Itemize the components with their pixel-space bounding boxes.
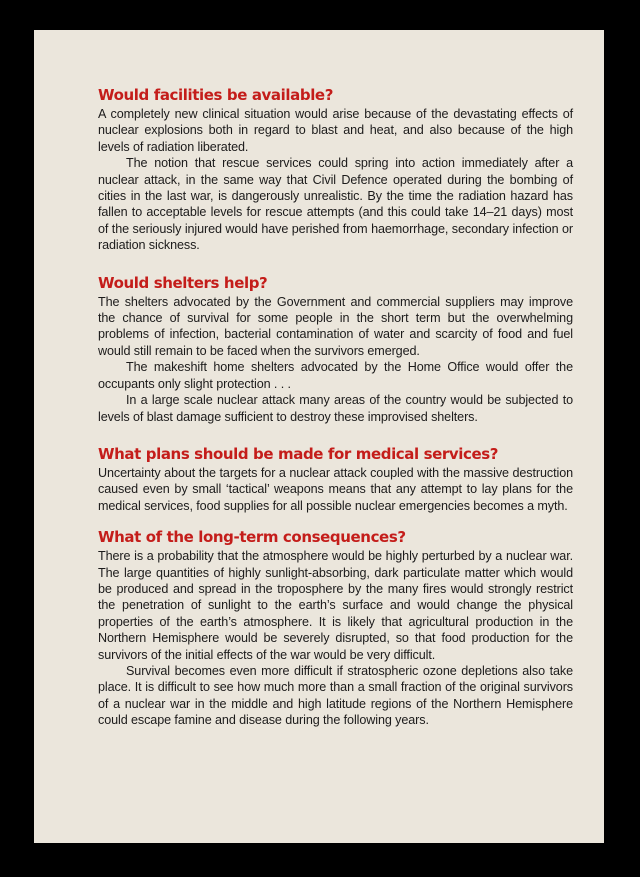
section-gap <box>98 425 573 445</box>
paragraph: The notion that rescue services could spring into action immediately after a nuclear attack, in the same way that Civil Defence operated during the bombing of cities in the last war, is dangerously unrealistic. By the time the radiation hazard has fallen to acceptable levels for rescue attempts (and this could take 14–21 days) most of the seriously injured would have perished from haemorrhage, secondary infection or radiation sickness. <box>98 156 573 253</box>
section-shelters <box>98 274 573 425</box>
section-gap <box>98 254 573 274</box>
section-medical-services <box>98 445 573 514</box>
section-heading: Would facilities be available? <box>98 86 334 104</box>
document-page <box>34 30 604 843</box>
paragraph: The shelters advocated by the Government and commercial suppliers may improve the chance of survival for some people in the short term but the overwhelming problems of infection, bacterial contamination of water and scarcity of food and fuel would still remain to be faced when the survivors emerged. <box>98 294 573 358</box>
paragraph: There is a probability that the atmosphere would be highly perturbed by a nuclear war. The large quantities of highly sunlight-absorbing, dark particulate matter which would be produced and spread in the troposphere by the many fires would strongly restrict the penetration of sunlight to the earth’s surface and would change the physical properties of the earth’s atmosphere. It is likely that agricultural production in the Northern Hemisphere would be severely disrupted, so that food production for the survivors of the initial effects of the war would be very difficult. <box>98 549 573 662</box>
paragraph: Survival becomes even more difficult if stratospheric ozone depletions also take place. It is difficult to see how much more than a small fraction of the original survivors of a nuclear war in the middle and high latitude regions of the Northern Hemisphere could escape famine and disease during the following years. <box>98 663 573 728</box>
paragraph: Uncertainty about the targets for a nuclear attack coupled with the massive destruction caused even by small ‘tactical’ weapons means that any attempt to lay plans for the medical services, food supplies for all possible nuclear emergencies becomes a myth. <box>98 465 573 513</box>
page-content <box>98 86 573 729</box>
section-gap <box>98 514 573 528</box>
section-heading: What plans should be made for medical services? <box>98 444 499 463</box>
section-long-term <box>98 528 573 728</box>
paragraph: A completely new clinical situation would arise because of the devastating effects of nuclear explosions both in regard to blast and heat, and also because of the high levels of radiation liberated. <box>98 107 573 154</box>
paragraph: In a large scale nuclear attack many areas of the country would be subjected to levels of blast damage sufficient to destroy these improvised shelters. <box>98 393 573 424</box>
section-heading: Would shelters help? <box>98 273 268 292</box>
section-heading: What of the long-term consequences? <box>98 528 406 547</box>
section-facilities <box>98 86 573 254</box>
paragraph: The makeshift home shelters advocated by the Home Office would offer the occupants only slight protection . . . <box>98 360 573 391</box>
